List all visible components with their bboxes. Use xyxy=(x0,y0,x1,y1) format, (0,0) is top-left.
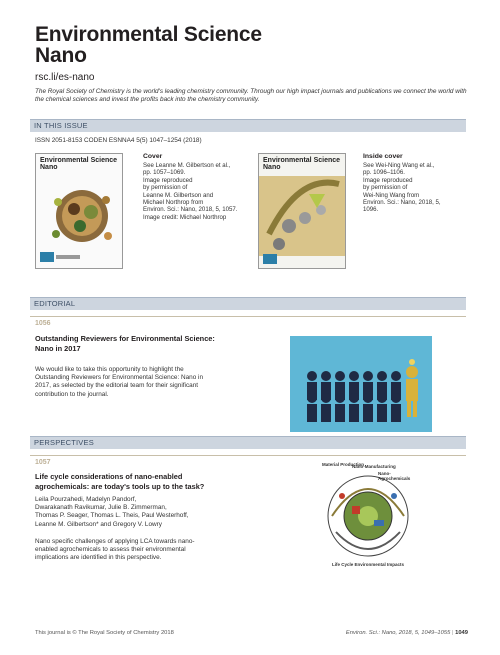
inside-cover-caption xyxy=(363,162,483,214)
cover-caption-line: by permission of xyxy=(143,184,188,192)
editorial-abstract-line: 2017, as selected by the editorial team for their significant xyxy=(35,382,199,390)
divider xyxy=(30,455,466,456)
perspective-title[interactable] xyxy=(35,472,275,491)
inside-cover-caption-line: Environ. Sci.: Nano, 2018, 5, xyxy=(363,199,441,207)
cover-thumb-title: Environmental Science Nano xyxy=(40,157,118,171)
editorial-abstract-line: contribution to the journal. xyxy=(35,390,109,398)
graphic-label-nano-agrochemicals: Nano-Agrochemicals xyxy=(378,471,411,481)
inside-cover-label: Inside cover xyxy=(363,153,403,160)
author-line: Dwarakanath Ravikumar, Julie B. Zimmerman, xyxy=(35,504,167,512)
footer-copyright: This journal is © The Royal Society of Chemistry 2018 xyxy=(35,630,174,636)
cover-caption-line: Image reproduced xyxy=(143,176,193,184)
perspective-graphic xyxy=(322,462,414,580)
footer-page-number: 1049 xyxy=(455,630,468,636)
editorial-title[interactable] xyxy=(35,334,275,353)
cover-image xyxy=(35,153,123,269)
cover-caption-line: pp. 1057–1069. xyxy=(143,169,186,177)
perspective-abstract-line: implications are identified in this perspective. xyxy=(35,554,162,562)
reviewers-illustration xyxy=(290,336,432,432)
inside-cover-caption-line: Wei-Ning Wang from xyxy=(363,191,420,199)
cover-caption-line: See Leanne M. Gilbertson et al., xyxy=(143,162,231,169)
perspective-abstract-line: Nano specific challenges of applying LCA towards nano- xyxy=(35,538,195,545)
inside-cover-caption-line: 1096. xyxy=(363,206,379,214)
editorial-page-number: 1056 xyxy=(35,320,51,327)
divider xyxy=(30,316,466,317)
section-band-perspectives: PERSPECTIVES xyxy=(30,437,466,449)
section-band-in-this-issue: IN THIS ISSUE xyxy=(30,120,466,132)
editorial-title-line: Nano in 2017 xyxy=(35,343,81,353)
perspective-title-line: agrochemicals: are today's tools up to the task? xyxy=(35,481,205,491)
footer-citation-text: Environ. Sci.: Nano, 2018, 5, 1049–1055 xyxy=(345,630,451,636)
cover-caption-line: Leanne M. Gilbertson and xyxy=(143,191,214,199)
inside-cover-caption-line: Image reproduced xyxy=(363,176,413,184)
author-line: Thomas P. Seager, Thomas L. Theis, Paul Westerhoff, xyxy=(35,512,189,520)
cover-caption-line: Michael Northrop from xyxy=(143,199,204,207)
graphic-label-life-cycle-impacts: Life Cycle Environmental Impacts xyxy=(331,562,405,567)
inside-cover-caption-line: by permission of xyxy=(363,184,408,192)
inside-cover-caption-line: See Wei-Ning Wang et al., xyxy=(363,162,435,169)
cover-artwork xyxy=(36,154,122,268)
cover-label: Cover xyxy=(143,153,163,160)
journal-title-line2: Nano xyxy=(35,44,87,67)
section-band-editorial: EDITORIAL xyxy=(30,298,466,310)
perspective-authors xyxy=(35,496,275,529)
editorial-graphic xyxy=(290,336,432,432)
editorial-title-line: Outstanding Reviewers for Environmental Science: xyxy=(35,334,215,343)
inside-cover-caption-line: pp. 1096–1106. xyxy=(363,169,405,177)
editorial-abstract-line: Outstanding Reviewers for Environmental Science: Nano in xyxy=(35,374,204,382)
cover-caption xyxy=(143,162,263,221)
graphic-label-nano-manufacturing: Nano-Manufacturing xyxy=(352,464,396,469)
editorial-abstract-line: We would like to take this opportunity to highlight the xyxy=(35,366,184,373)
graphic-label-material-production: Material Production xyxy=(322,462,365,467)
inside-cover-thumb-title: Environmental Science Nano xyxy=(263,157,341,171)
footer-separator: | xyxy=(451,630,454,636)
cover-caption-line: Image credit: Michael Northrop xyxy=(143,213,227,221)
perspective-abstract xyxy=(35,538,275,563)
editorial-abstract xyxy=(35,366,275,399)
inside-cover-image xyxy=(258,153,346,269)
journal-url[interactable]: rsc.li/es-nano xyxy=(35,72,95,83)
journal-title-line1: Environmental Science xyxy=(35,23,262,46)
footer-citation xyxy=(346,630,468,636)
cover-caption-line: Environ. Sci.: Nano, 2018, 5, 1057. xyxy=(143,206,238,214)
perspective-title-line: Life cycle considerations of nano-enabled xyxy=(35,472,183,481)
author-line: Leila Pourzahedi, Madelyn Pandorf, xyxy=(35,496,137,503)
publisher-tagline: The Royal Society of Chemistry is the world's leading chemistry community. Through our high impact journals and publications we connect the world with the chemical sciences and invest the profits back into the chemistry community. xyxy=(35,88,467,103)
issn-line: ISSN 2051-8153 CODEN ESNNA4 5(5) 1047–1254 (2018) xyxy=(35,137,202,144)
perspective-abstract-line: enabled agrochemicals to assess their environmental xyxy=(35,546,186,554)
journal-title xyxy=(35,24,262,66)
perspective-page-number: 1057 xyxy=(35,459,51,466)
author-line: Leanne M. Gilbertson* and Gregory V. Lowry xyxy=(35,520,162,528)
inside-cover-artwork xyxy=(259,154,345,268)
